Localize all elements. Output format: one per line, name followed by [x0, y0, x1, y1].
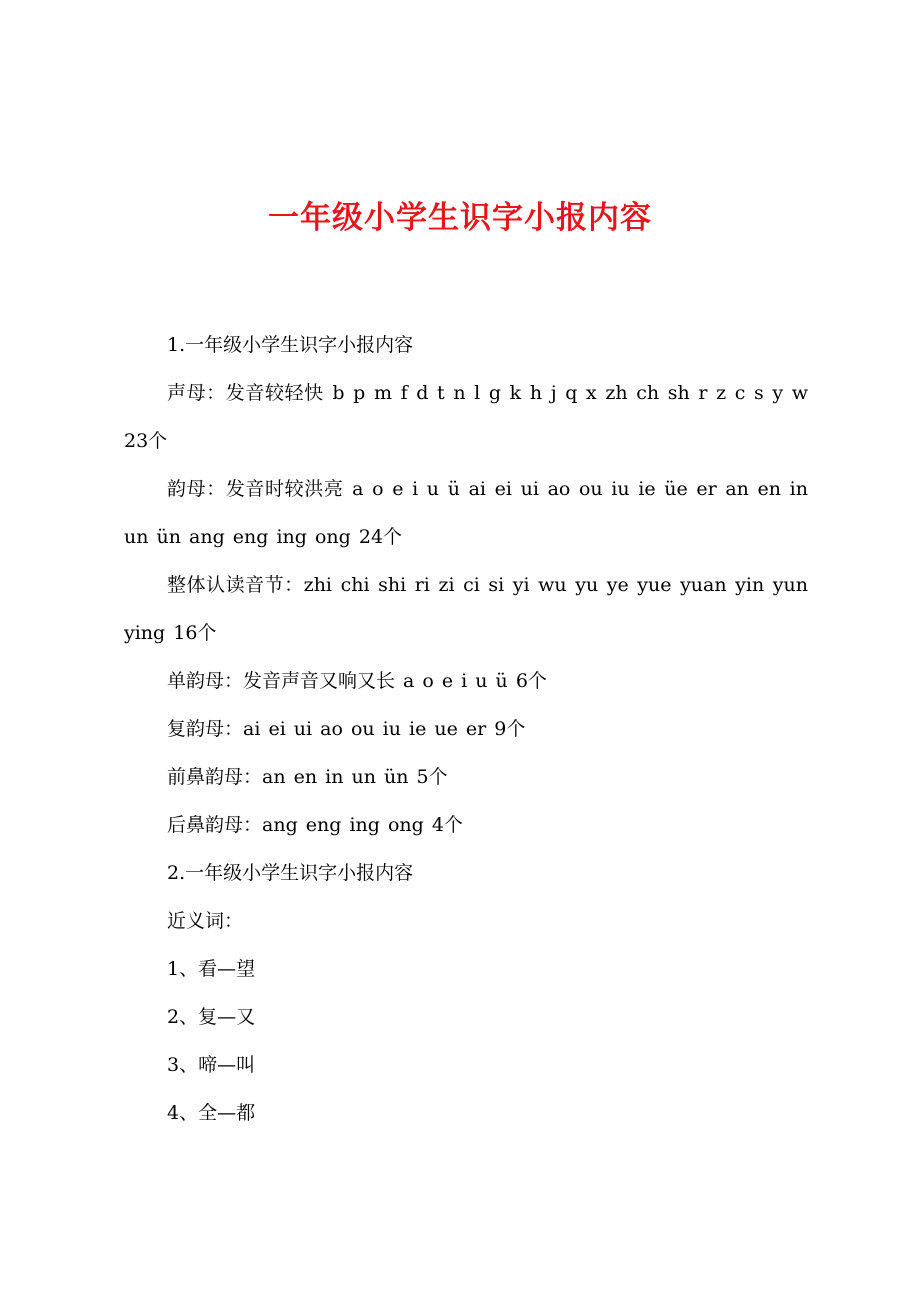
finals-paragraph: 韵母：发音时较洪亮 a o e i u ü ai ei ui ao ou iu ie üe er an en in un ün ang eng ing ong 24个: [124, 478, 808, 548]
synonym-item: 2、复—又: [167, 1006, 256, 1028]
section-heading-1: 1.一年级小学生识字小报内容: [167, 334, 414, 356]
initials-paragraph: 声母：发音较轻快 b p m f d t n l g k h j q x zh ch sh r z c s y w 23个: [124, 382, 808, 452]
document-body: [124, 321, 808, 1137]
section-heading-2: 2.一年级小学生识字小报内容: [167, 862, 414, 884]
synonyms-heading: 近义词：: [167, 910, 244, 932]
synonym-item: 1、看—望: [167, 958, 256, 980]
compound-finals-paragraph: 复韵母：ai ei ui ao ou iu ie ue er 9个: [167, 718, 526, 740]
synonym-item: 3、啼—叫: [167, 1054, 256, 1076]
whole-syllables-paragraph: 整体认读音节：zhi chi shi ri zi ci si yi wu yu ye yue yuan yin yun ying 16个: [124, 574, 808, 644]
single-finals-paragraph: 单韵母：发音声音又响又长 a o e i u ü 6个: [167, 670, 547, 692]
back-nasal-finals-paragraph: 后鼻韵母：ang eng ing ong 4个: [167, 814, 463, 836]
front-nasal-finals-paragraph: 前鼻韵母：an en in un ün 5个: [167, 766, 448, 788]
synonym-item: 4、全—都: [167, 1102, 256, 1124]
document-title: 一年级小学生识字小报内容: [268, 200, 652, 236]
